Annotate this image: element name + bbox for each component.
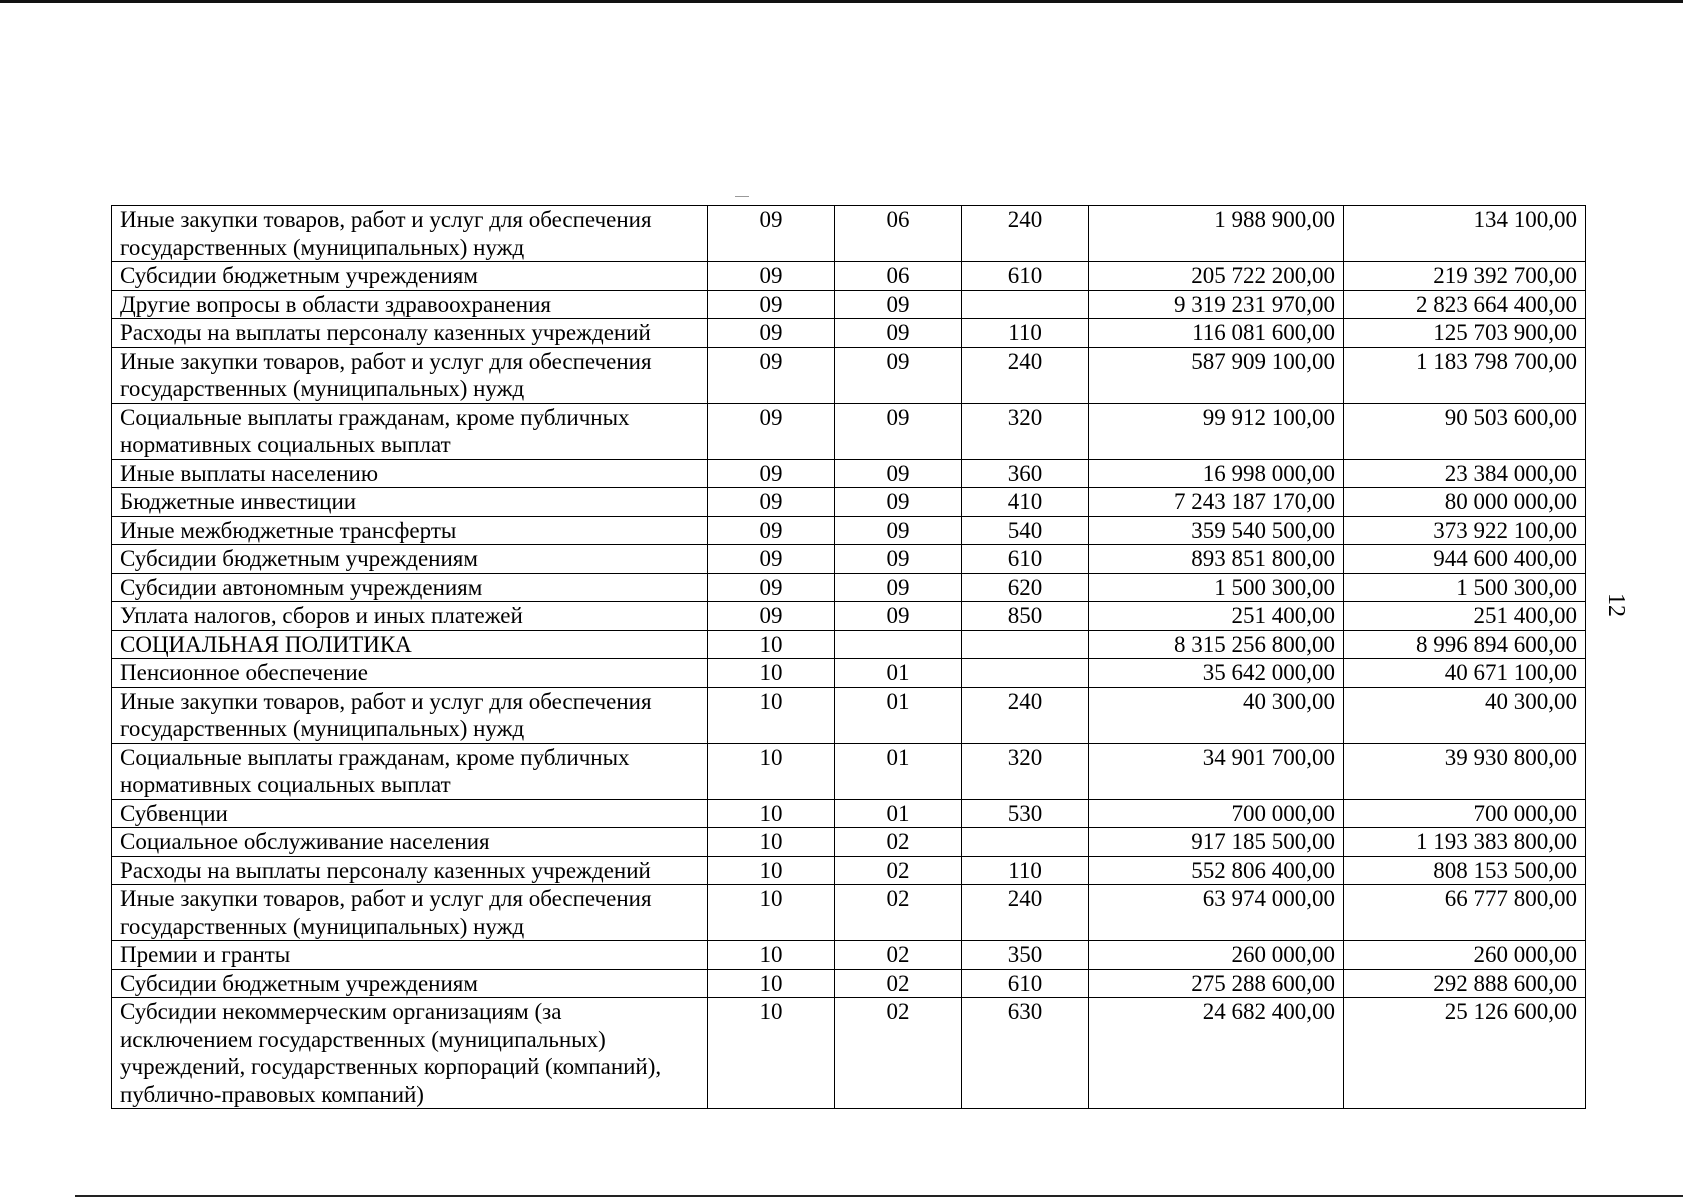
expense-type-code-cell: 610 (962, 545, 1089, 574)
amount-year2-cell: 39 930 800,00 (1344, 743, 1586, 799)
amount-year1-cell: 99 912 100,00 (1089, 403, 1344, 459)
amount-year2-cell: 40 300,00 (1344, 687, 1586, 743)
expense-type-code-cell: 110 (962, 319, 1089, 348)
subsection-code-cell: 01 (835, 687, 962, 743)
item-name-cell: Субвенции (112, 799, 708, 828)
item-name-cell: Социальные выплаты гражданам, кроме публичных нормативных социальных выплат (112, 743, 708, 799)
expense-type-code-cell (962, 290, 1089, 319)
subsection-code-cell: 09 (835, 488, 962, 517)
section-code-cell: 10 (708, 687, 835, 743)
expense-type-code-cell: 410 (962, 488, 1089, 517)
amount-year2-cell: 292 888 600,00 (1344, 969, 1586, 998)
expense-type-code-cell: 240 (962, 885, 1089, 941)
amount-year1-cell: 24 682 400,00 (1089, 998, 1344, 1109)
section-code-cell: 09 (708, 262, 835, 291)
expense-type-code-cell: 320 (962, 743, 1089, 799)
subsection-code-cell: 06 (835, 262, 962, 291)
section-code-cell: 10 (708, 856, 835, 885)
item-name-cell: Иные закупки товаров, работ и услуг для обеспечения государственных (муниципальных) нужд (112, 347, 708, 403)
item-name-cell: Субсидии бюджетным учреждениям (112, 262, 708, 291)
top-border-line (0, 0, 1683, 3)
expense-type-code-cell: 530 (962, 799, 1089, 828)
subsection-code-cell: 01 (835, 659, 962, 688)
table-row (112, 856, 1586, 885)
expense-type-code-cell (962, 630, 1089, 659)
amount-year1-cell: 35 642 000,00 (1089, 659, 1344, 688)
table-row (112, 516, 1586, 545)
amount-year2-cell: 8 996 894 600,00 (1344, 630, 1586, 659)
table-row (112, 573, 1586, 602)
amount-year2-cell: 134 100,00 (1344, 206, 1586, 262)
table-row (112, 290, 1586, 319)
amount-year2-cell: 219 392 700,00 (1344, 262, 1586, 291)
section-code-cell: 10 (708, 630, 835, 659)
section-code-cell: 09 (708, 459, 835, 488)
item-name-cell: Социальные выплаты гражданам, кроме публичных нормативных социальных выплат (112, 403, 708, 459)
amount-year1-cell: 251 400,00 (1089, 602, 1344, 631)
section-code-cell: 10 (708, 743, 835, 799)
expense-type-code-cell: 610 (962, 262, 1089, 291)
amount-year2-cell: 251 400,00 (1344, 602, 1586, 631)
table-row (112, 347, 1586, 403)
expense-type-code-cell: 540 (962, 516, 1089, 545)
item-name-cell: Иные закупки товаров, работ и услуг для обеспечения государственных (муниципальных) нужд (112, 687, 708, 743)
budget-table (111, 205, 1586, 1109)
expense-type-code-cell: 610 (962, 969, 1089, 998)
section-code-cell: 09 (708, 403, 835, 459)
amount-year1-cell: 8 315 256 800,00 (1089, 630, 1344, 659)
amount-year1-cell: 9 319 231 970,00 (1089, 290, 1344, 319)
budget-table-body (112, 206, 1586, 1109)
amount-year1-cell: 700 000,00 (1089, 799, 1344, 828)
item-name-cell: Другие вопросы в области здравоохранения (112, 290, 708, 319)
table-row (112, 743, 1586, 799)
amount-year1-cell: 40 300,00 (1089, 687, 1344, 743)
amount-year1-cell: 205 722 200,00 (1089, 262, 1344, 291)
subsection-code-cell: 02 (835, 998, 962, 1109)
table-row (112, 602, 1586, 631)
item-name-cell: Социальное обслуживание населения (112, 828, 708, 857)
item-name-cell: Иные закупки товаров, работ и услуг для обеспечения государственных (муниципальных) нужд (112, 885, 708, 941)
section-code-cell: 10 (708, 941, 835, 970)
expense-type-code-cell: 240 (962, 347, 1089, 403)
table-row (112, 687, 1586, 743)
item-name-cell: Иные закупки товаров, работ и услуг для обеспечения государственных (муниципальных) нужд (112, 206, 708, 262)
amount-year2-cell: 1 183 798 700,00 (1344, 347, 1586, 403)
table-row (112, 262, 1586, 291)
item-name-cell: Иные выплаты населению (112, 459, 708, 488)
expense-type-code-cell: 350 (962, 941, 1089, 970)
page-number: 12 (1603, 593, 1629, 617)
amount-year2-cell: 808 153 500,00 (1344, 856, 1586, 885)
subsection-code-cell: 02 (835, 941, 962, 970)
amount-year2-cell: 90 503 600,00 (1344, 403, 1586, 459)
subsection-code-cell: 02 (835, 828, 962, 857)
subsection-code-cell: 09 (835, 347, 962, 403)
section-code-cell: 09 (708, 573, 835, 602)
amount-year1-cell: 7 243 187 170,00 (1089, 488, 1344, 517)
subsection-code-cell: 09 (835, 403, 962, 459)
subsection-code-cell: 02 (835, 885, 962, 941)
item-name-cell: Субсидии некоммерческим организациям (за исключением государственных (муниципальных) учреждений, государственных корпораций (компаний), публично-правовых компаний) (112, 998, 708, 1109)
expense-type-code-cell: 850 (962, 602, 1089, 631)
subsection-code-cell: 09 (835, 516, 962, 545)
section-code-cell: 09 (708, 347, 835, 403)
expense-type-code-cell (962, 659, 1089, 688)
section-code-cell: 10 (708, 659, 835, 688)
subsection-code-cell: 02 (835, 969, 962, 998)
subsection-code-cell: 09 (835, 290, 962, 319)
amount-year1-cell: 1 500 300,00 (1089, 573, 1344, 602)
table-row (112, 545, 1586, 574)
amount-year1-cell: 260 000,00 (1089, 941, 1344, 970)
amount-year1-cell: 16 998 000,00 (1089, 459, 1344, 488)
amount-year2-cell: 260 000,00 (1344, 941, 1586, 970)
amount-year2-cell: 1 193 383 800,00 (1344, 828, 1586, 857)
table-row (112, 206, 1586, 262)
amount-year1-cell: 116 081 600,00 (1089, 319, 1344, 348)
table-row (112, 459, 1586, 488)
item-name-cell: Субсидии бюджетным учреждениям (112, 545, 708, 574)
amount-year2-cell: 66 777 800,00 (1344, 885, 1586, 941)
expense-type-code-cell (962, 828, 1089, 857)
section-code-cell: 10 (708, 969, 835, 998)
subsection-code-cell: 06 (835, 206, 962, 262)
amount-year1-cell: 552 806 400,00 (1089, 856, 1344, 885)
expense-type-code-cell: 630 (962, 998, 1089, 1109)
subsection-code-cell: 09 (835, 459, 962, 488)
amount-year2-cell: 373 922 100,00 (1344, 516, 1586, 545)
subsection-code-cell: 09 (835, 545, 962, 574)
item-name-cell: Расходы на выплаты персоналу казенных учреждений (112, 856, 708, 885)
section-code-cell: 09 (708, 488, 835, 517)
amount-year1-cell: 63 974 000,00 (1089, 885, 1344, 941)
section-code-cell: 09 (708, 319, 835, 348)
item-name-cell: Бюджетные инвестиции (112, 488, 708, 517)
table-row (112, 941, 1586, 970)
section-code-cell: 09 (708, 290, 835, 319)
table-row (112, 630, 1586, 659)
section-code-cell: 09 (708, 602, 835, 631)
item-name-cell: Субсидии бюджетным учреждениям (112, 969, 708, 998)
amount-year2-cell: 944 600 400,00 (1344, 545, 1586, 574)
subsection-code-cell: 01 (835, 799, 962, 828)
amount-year2-cell: 700 000,00 (1344, 799, 1586, 828)
expense-type-code-cell: 360 (962, 459, 1089, 488)
expense-type-code-cell: 240 (962, 687, 1089, 743)
item-name-cell: СОЦИАЛЬНАЯ ПОЛИТИКА (112, 630, 708, 659)
section-code-cell: 10 (708, 885, 835, 941)
subsection-code-cell: 09 (835, 573, 962, 602)
table-row (112, 828, 1586, 857)
amount-year2-cell: 1 500 300,00 (1344, 573, 1586, 602)
scan-mark (735, 196, 749, 197)
table-row (112, 488, 1586, 517)
subsection-code-cell (835, 630, 962, 659)
amount-year1-cell: 275 288 600,00 (1089, 969, 1344, 998)
section-code-cell: 10 (708, 998, 835, 1109)
table-row (112, 998, 1586, 1109)
subsection-code-cell: 09 (835, 319, 962, 348)
section-code-cell: 10 (708, 799, 835, 828)
item-name-cell: Расходы на выплаты персоналу казенных учреждений (112, 319, 708, 348)
amount-year2-cell: 80 000 000,00 (1344, 488, 1586, 517)
item-name-cell: Иные межбюджетные трансферты (112, 516, 708, 545)
subsection-code-cell: 01 (835, 743, 962, 799)
item-name-cell: Уплата налогов, сборов и иных платежей (112, 602, 708, 631)
subsection-code-cell: 02 (835, 856, 962, 885)
table-row (112, 799, 1586, 828)
amount-year2-cell: 40 671 100,00 (1344, 659, 1586, 688)
expense-type-code-cell: 320 (962, 403, 1089, 459)
table-row (112, 885, 1586, 941)
section-code-cell: 09 (708, 206, 835, 262)
table-row (112, 403, 1586, 459)
item-name-cell: Пенсионное обеспечение (112, 659, 708, 688)
amount-year2-cell: 23 384 000,00 (1344, 459, 1586, 488)
table-row (112, 969, 1586, 998)
amount-year2-cell: 125 703 900,00 (1344, 319, 1586, 348)
section-code-cell: 09 (708, 516, 835, 545)
table-row (112, 659, 1586, 688)
subsection-code-cell: 09 (835, 602, 962, 631)
section-code-cell: 09 (708, 545, 835, 574)
table-row (112, 319, 1586, 348)
bottom-border-line (75, 1195, 1683, 1197)
expense-type-code-cell: 110 (962, 856, 1089, 885)
amount-year2-cell: 25 126 600,00 (1344, 998, 1586, 1109)
amount-year1-cell: 587 909 100,00 (1089, 347, 1344, 403)
item-name-cell: Премии и гранты (112, 941, 708, 970)
amount-year1-cell: 359 540 500,00 (1089, 516, 1344, 545)
amount-year1-cell: 917 185 500,00 (1089, 828, 1344, 857)
amount-year1-cell: 1 988 900,00 (1089, 206, 1344, 262)
amount-year1-cell: 893 851 800,00 (1089, 545, 1344, 574)
section-code-cell: 10 (708, 828, 835, 857)
amount-year2-cell: 2 823 664 400,00 (1344, 290, 1586, 319)
expense-type-code-cell: 240 (962, 206, 1089, 262)
expense-type-code-cell: 620 (962, 573, 1089, 602)
item-name-cell: Субсидии автономным учреждениям (112, 573, 708, 602)
amount-year1-cell: 34 901 700,00 (1089, 743, 1344, 799)
